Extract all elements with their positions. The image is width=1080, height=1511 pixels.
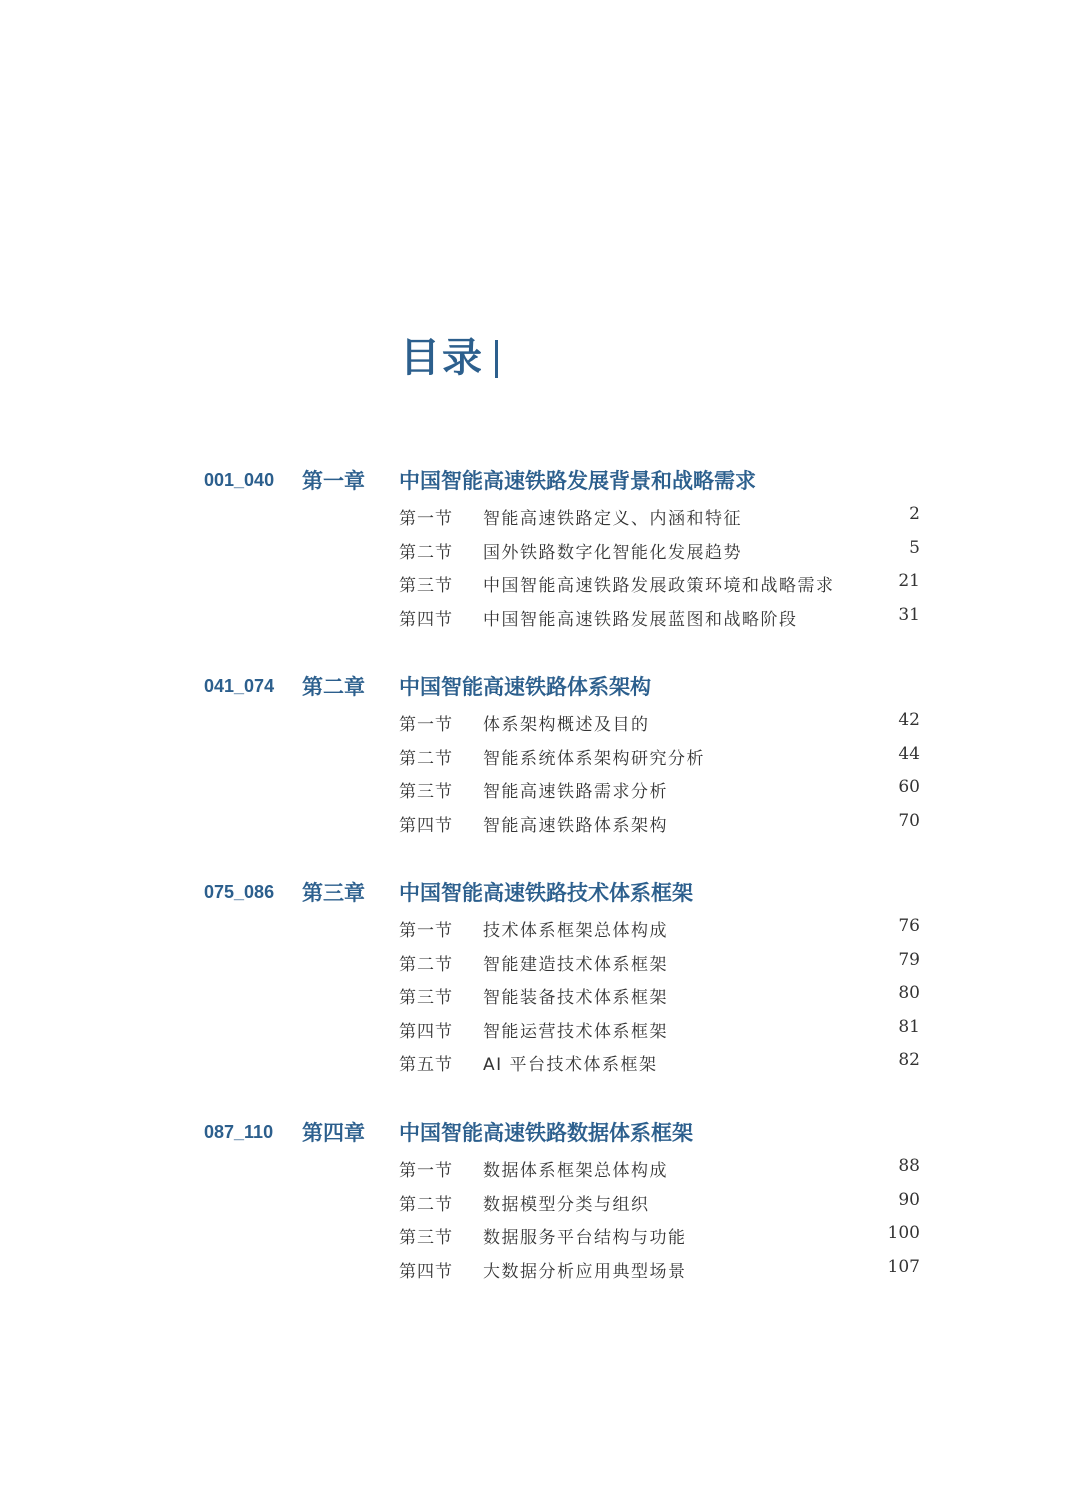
section-page-number: 70: [898, 810, 920, 831]
section-page-number: 2: [909, 504, 920, 524]
section-title: 中国智能高速铁路发展政策环境和战略需求: [483, 576, 835, 596]
section-page-number: 100: [887, 1223, 920, 1243]
chapter-heading[interactable]: [0, 1115, 1080, 1151]
chapter-block: [0, 875, 1080, 1079]
chapter-heading[interactable]: [0, 875, 1080, 911]
section-title: 智能装备技术体系框架: [483, 988, 668, 1008]
section-title: 大数据分析应用典型场景: [483, 1261, 687, 1282]
chapter-block: [0, 1115, 1080, 1285]
chapter-title: 中国智能高速铁路体系架构: [399, 674, 651, 699]
section-title: 数据体系框架总体构成: [483, 1161, 668, 1181]
toc-entry[interactable]: [0, 978, 1080, 1012]
section-number: 第一节: [399, 715, 453, 735]
section-title: 中国智能高速铁路发展蓝图和战略阶段: [483, 609, 798, 630]
section-number: 第二节: [399, 542, 453, 563]
section-number: 第三节: [399, 988, 453, 1008]
section-list: [0, 705, 1080, 839]
section-title: 智能运营技术体系框架: [483, 1021, 668, 1042]
toc-entry[interactable]: [0, 1045, 1080, 1079]
section-title: 智能高速铁路定义、内涵和特征: [483, 509, 742, 529]
toc-entry[interactable]: [0, 945, 1080, 979]
toc-title: 目录: [400, 334, 484, 381]
toc-entry[interactable]: [0, 499, 1080, 533]
section-number: 第三节: [399, 576, 453, 596]
section-list: [0, 1151, 1080, 1285]
section-number: 第二节: [399, 748, 453, 769]
section-title: 数据模型分类与组织: [483, 1194, 650, 1215]
toc-entry[interactable]: [0, 1252, 1080, 1286]
section-page-number: 44: [898, 743, 920, 764]
section-page-number: 42: [898, 710, 920, 730]
section-title: 数据服务平台结构与功能: [483, 1228, 687, 1248]
toc-entry[interactable]: [0, 772, 1080, 806]
section-list: [0, 499, 1080, 633]
section-title: 技术体系框架总体构成: [483, 921, 668, 941]
chapter-title: 中国智能高速铁路发展背景和战略需求: [399, 468, 756, 493]
toc-entry[interactable]: [0, 705, 1080, 739]
chapter-block: [0, 463, 1080, 633]
section-number: 第四节: [399, 1261, 453, 1282]
section-page-number: 82: [898, 1050, 920, 1070]
chapter-number: 第四章: [302, 1120, 365, 1145]
section-title: AI 平台技术体系框架: [483, 1055, 658, 1075]
section-title: 体系架构概述及目的: [483, 715, 650, 735]
section-page-number: 80: [898, 983, 920, 1003]
toc-entry[interactable]: [0, 806, 1080, 840]
chapter-block: [0, 669, 1080, 839]
chapter-page-range: 001_040: [204, 470, 275, 490]
toc-entry[interactable]: [0, 911, 1080, 945]
section-page-number: 76: [898, 916, 920, 936]
toc-entry[interactable]: [0, 1185, 1080, 1219]
chapter-heading[interactable]: [0, 463, 1080, 499]
toc-entry[interactable]: [0, 739, 1080, 773]
chapter-number: 第一章: [302, 468, 365, 493]
toc-entry[interactable]: [0, 1151, 1080, 1185]
section-number: 第二节: [399, 954, 453, 975]
section-title: 智能高速铁路体系架构: [483, 815, 668, 836]
section-page-number: 88: [898, 1156, 920, 1176]
title-divider: [495, 340, 498, 378]
chapter-heading[interactable]: [0, 669, 1080, 705]
section-page-number: 81: [898, 1016, 920, 1037]
toc-entry[interactable]: [0, 600, 1080, 634]
chapter-page-range: 041_074: [204, 676, 275, 696]
toc-entry[interactable]: [0, 1218, 1080, 1252]
section-number: 第二节: [399, 1194, 453, 1215]
chapter-title: 中国智能高速铁路技术体系框架: [399, 880, 693, 905]
section-page-number: 5: [909, 537, 920, 558]
section-page-number: 107: [887, 1256, 920, 1277]
section-title: 国外铁路数字化智能化发展趋势: [483, 542, 742, 563]
section-page-number: 31: [898, 604, 920, 625]
chapter-number: 第二章: [302, 674, 365, 699]
section-number: 第一节: [399, 921, 453, 941]
section-number: 第四节: [399, 609, 453, 630]
section-page-number: 79: [898, 949, 920, 970]
section-page-number: 60: [898, 777, 920, 797]
section-number: 第一节: [399, 509, 453, 529]
chapter-page-range: 087_110: [204, 1122, 274, 1142]
section-number: 第四节: [399, 815, 453, 836]
chapter-number: 第三章: [302, 880, 365, 905]
section-number: 第三节: [399, 1228, 453, 1248]
toc-entry[interactable]: [0, 566, 1080, 600]
section-page-number: 90: [898, 1189, 920, 1210]
toc-entry[interactable]: [0, 1012, 1080, 1046]
chapter-page-range: 075_086: [204, 882, 275, 902]
section-number: 第一节: [399, 1161, 453, 1181]
section-number: 第三节: [399, 782, 453, 802]
chapter-title: 中国智能高速铁路数据体系框架: [399, 1120, 693, 1145]
section-number: 第五节: [399, 1055, 453, 1075]
section-list: [0, 911, 1080, 1079]
section-title: 智能建造技术体系框架: [483, 954, 668, 975]
section-title: 智能高速铁路需求分析: [483, 782, 668, 802]
section-page-number: 21: [898, 571, 920, 591]
section-number: 第四节: [399, 1021, 453, 1042]
section-title: 智能系统体系架构研究分析: [483, 748, 705, 769]
toc-entry[interactable]: [0, 533, 1080, 567]
